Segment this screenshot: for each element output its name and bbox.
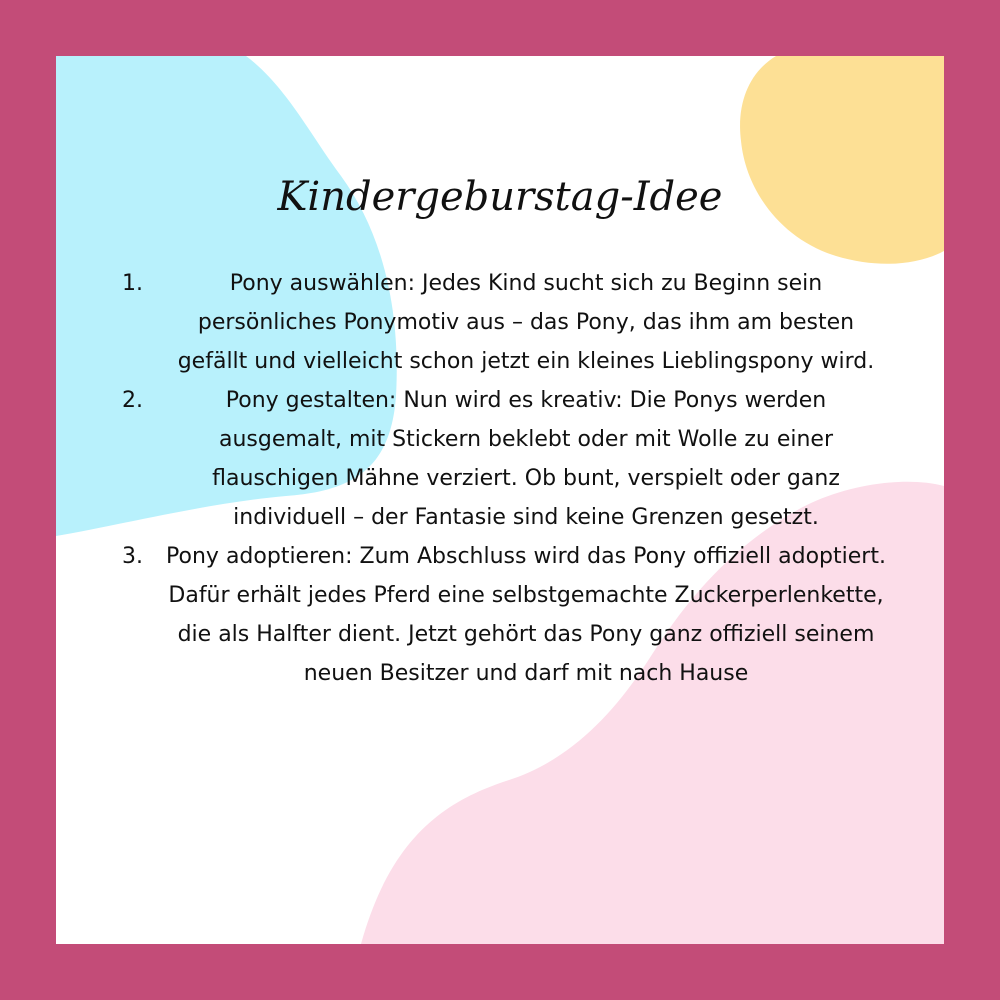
list-item-number: 2. [122, 388, 143, 413]
list-item-number: 1. [122, 271, 143, 296]
list-item-text: Pony gestalten: Nun wird es kreativ: Die Ponys werden ausgemalt, mit Stickern beklebt oder mit Wolle zu einer flauschigen Mähne verziert. Ob bunt, verspielt oder ganz individuell – der Fantasie sind keine Grenzen gesetzt. [212, 388, 840, 530]
idea-list [122, 264, 886, 693]
list-item-number: 3. [122, 544, 143, 569]
list-item [122, 381, 886, 537]
list-item-text: Pony auswählen: Jedes Kind sucht sich zu Beginn sein persönliches Ponymotiv aus – das Pony, das ihm am besten gefällt und vielleicht schon jetzt ein kleines Lieblingspony wird. [177, 271, 875, 374]
title-text: Kindergeburstag-Idee [277, 174, 723, 220]
page-title [56, 148, 944, 238]
list-item [122, 264, 886, 381]
list-item-text: Pony adoptieren: Zum Abschluss wird das Pony offiziell adoptiert. Dafür erhält jedes Pferd eine selbstgemachte Zuckerperlenkette, die als Halfter dient. Jetzt gehört das Pony ganz offiziell seinem neuen Besitzer und darf mit nach Hause [166, 544, 886, 686]
content-card [56, 56, 944, 944]
list-item [122, 537, 886, 693]
